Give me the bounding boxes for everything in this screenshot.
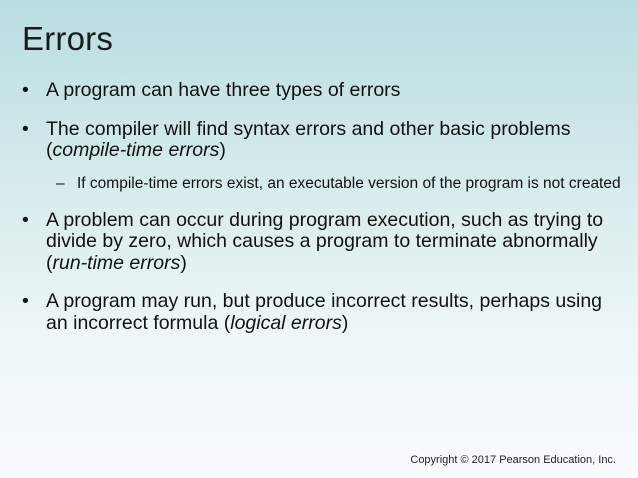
- bullet-marker: •: [22, 117, 29, 140]
- slide-content: [22, 80, 622, 351]
- bullet-item: [22, 80, 622, 102]
- bullet-emphasis: run-time errors: [52, 251, 181, 274]
- bullet-text: The compiler will find syntax errors and other basic problems (: [46, 117, 571, 161]
- bullet-text: A program may run, but produce incorrect results, perhaps using an incorrect formula (: [46, 290, 603, 334]
- copyright-notice: Copyright © 2017 Pearson Education, Inc.: [410, 454, 616, 466]
- bullet-tail: ): [219, 139, 226, 161]
- bullet-emphasis: logical errors: [230, 311, 342, 334]
- bullet-item: [22, 119, 622, 162]
- bullet-text: A program can have three types of errors: [46, 79, 401, 101]
- bullet-emphasis: compile-time errors: [52, 139, 220, 161]
- bullet-tail: ): [180, 251, 187, 274]
- bullet-item: [22, 210, 622, 275]
- bullet-text: A problem can occur during program execution, such as trying to divide by zero, which causes a program to terminate abnormally (: [46, 208, 604, 274]
- bullet-marker: •: [22, 208, 29, 231]
- bullet-tail: ): [341, 311, 349, 334]
- sub-bullet-item: [22, 175, 637, 193]
- sub-bullet-text: If compile-time errors exist, an executable version of the program is not created: [77, 174, 621, 192]
- bullet-item: [22, 291, 622, 334]
- sub-bullet-marker: –: [56, 174, 65, 192]
- bullet-marker: •: [22, 79, 29, 101]
- slide-title: Errors: [22, 20, 114, 57]
- bullet-marker: •: [22, 290, 29, 312]
